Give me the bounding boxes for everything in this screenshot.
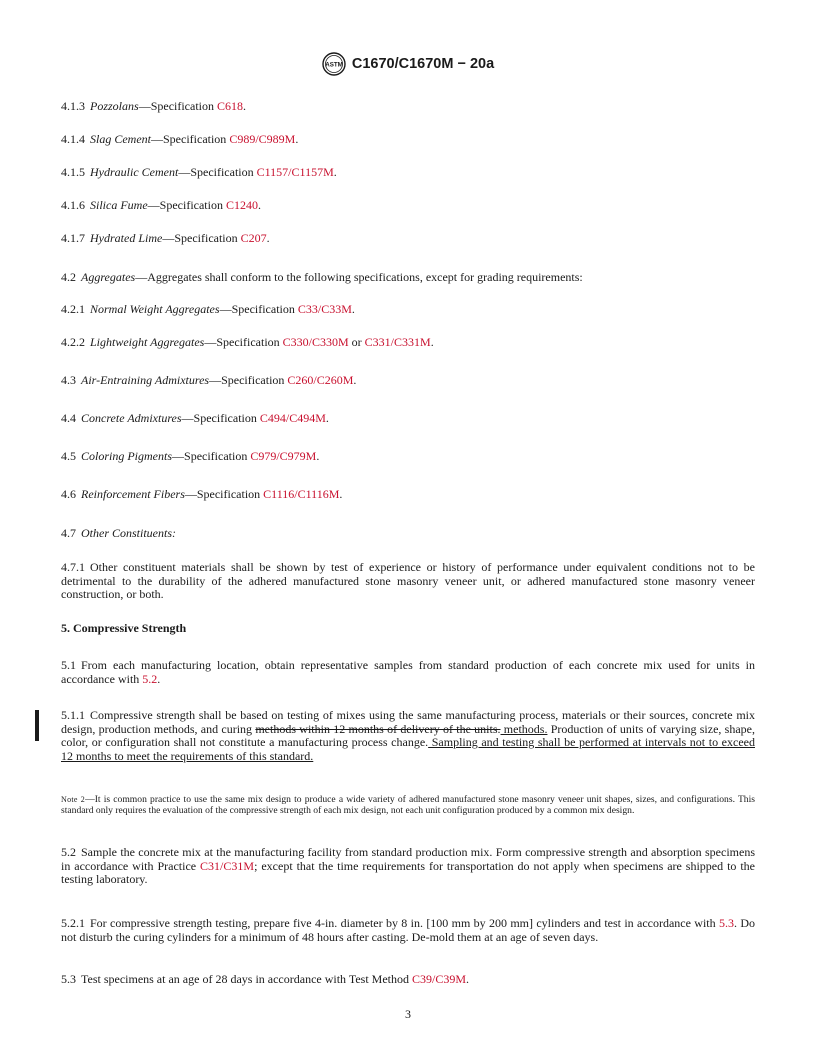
inserted-text: methods. xyxy=(500,721,548,736)
section-4-2: 4.2 Aggregates—Aggregates shall conform to the following specifications, except for grading requirements: xyxy=(61,270,583,284)
section-4-1-4: 4.1.4 Slag Cement—Specification C989/C989M. xyxy=(61,132,299,146)
section-4-1-5: 4.1.5 Hydraulic Cement—Specification C1157/C1157M. xyxy=(61,165,337,179)
inserted-text: Sampling and testing shall be performed at intervals not to exceed 12 months to meet the requirements of this standard. xyxy=(61,735,755,763)
reference-link[interactable]: C33/C33M xyxy=(297,302,352,316)
section-5-2: 5.2 Sample the concrete mix at the manufacturing facility from standard production mix. Form compressive strength and absorption specimens in accordance with Practice C31/C31M; except that the time requirements for transportation do not apply when specimens are shipped to the testing laboratory. xyxy=(61,845,756,887)
reference-link[interactable]: C618 xyxy=(217,99,244,113)
reference-link[interactable]: C330/C330M xyxy=(282,335,349,349)
reference-link[interactable]: C260/C260M xyxy=(287,373,354,387)
section-5-3: 5.3 Test specimens at an age of 28 days in accordance with Test Method C39/C39M. xyxy=(61,972,470,986)
reference-link[interactable]: C1240 xyxy=(225,198,258,212)
note-2: Note 2—It is common practice to use the same mix design to produce a wide variety of adhered manufactured stone masonry veneer unit shapes, sizes, and configurations. This standard only requires the evaluation of the compressive strength of each mix design, not each unit configuration produced by a common mix design. xyxy=(61,794,756,816)
reference-link[interactable]: C1116/C1116M xyxy=(263,487,340,501)
page-header xyxy=(0,50,816,78)
reference-link[interactable]: C494/C494M xyxy=(259,411,326,425)
section-4-1-3: 4.1.3 Pozzolans—Specification C618. xyxy=(61,99,247,113)
section-5-1-1: 5.1.1 Compressive strength shall be based on testing of mixes using the same manufacturing process, materials or their sources, concrete mix design, production methods, and curing methods within 12 months of delivery of the units. methods. Production of units of varying size, shape, color, or configuration shall not constitute a manufacturing process change. Sampling and testing shall be performed at intervals not to exceed 12 months to meet the requirements of this standard. xyxy=(61,708,755,763)
section-4-3: 4.3 Air-Entraining Admixtures—Specification C260/C260M. xyxy=(61,373,357,387)
reference-link[interactable]: C1157/C1157M xyxy=(256,165,334,179)
reference-link[interactable]: 5.2 xyxy=(142,671,158,686)
section-4-1-6: 4.1.6 Silica Fume—Specification C1240. xyxy=(61,198,261,212)
svg-text:ASTM: ASTM xyxy=(325,61,343,69)
section-5-2-1: 5.2.1 For compressive strength testing, prepare five 4-in. diameter by 8 in. [100 mm by 200 mm] cylinders and test in accordance with 5.3. Do not disturb the curing cylinders for a minimum of 48 hours after casting. De-mold them at an age of seven days. xyxy=(61,916,755,944)
section-4-7: 4.7 Other Constituents: xyxy=(61,526,176,540)
reference-link[interactable]: C31/C31M xyxy=(200,858,255,873)
reference-link[interactable]: C331/C331M xyxy=(364,335,431,349)
page-number: 3 xyxy=(405,1007,411,1021)
reference-link[interactable]: C39/C39M xyxy=(412,972,467,986)
reference-link[interactable]: 5.3 xyxy=(718,916,734,930)
section-4-2-1: 4.2.1 Normal Weight Aggregates—Specification C33/C33M. xyxy=(61,302,355,316)
section-4-2-2: 4.2.2 Lightweight Aggregates—Specification C330/C330M or C331/C331M. xyxy=(61,335,434,349)
section-5-heading: 5. Compressive Strength xyxy=(61,621,187,635)
reference-link[interactable]: C207 xyxy=(240,231,267,245)
reference-link[interactable]: C979/C979M xyxy=(250,449,317,463)
revision-change-bar xyxy=(35,710,39,741)
section-4-5: 4.5 Coloring Pigments—Specification C979/C979M. xyxy=(61,449,320,463)
deleted-text: methods within 12 months of delivery of the units. xyxy=(255,721,501,736)
section-4-7-1: 4.7.1 Other constituent materials shall be shown by test of experience or history of performance under equivalent conditions not to be detrimental to the durability of the adhered manufactured stone masonry veneer unit, or adhered manufactured stone masonry veneer construction, or both. xyxy=(61,560,755,602)
section-4-1-7: 4.1.7 Hydrated Lime—Specification C207. xyxy=(61,231,270,245)
section-4-4: 4.4 Concrete Admixtures—Specification C494/C494M. xyxy=(61,411,329,425)
document-id: C1670/C1670M − 20a xyxy=(351,56,495,72)
section-5-1: 5.1 From each manufacturing location, obtain representative samples from standard production of each concrete mix used for units in accordance with 5.2. xyxy=(61,658,755,686)
astm-logo-icon xyxy=(322,52,346,76)
section-4-6: 4.6 Reinforcement Fibers—Specification C1116/C1116M. xyxy=(61,487,343,501)
reference-link[interactable]: C989/C989M xyxy=(229,132,296,146)
